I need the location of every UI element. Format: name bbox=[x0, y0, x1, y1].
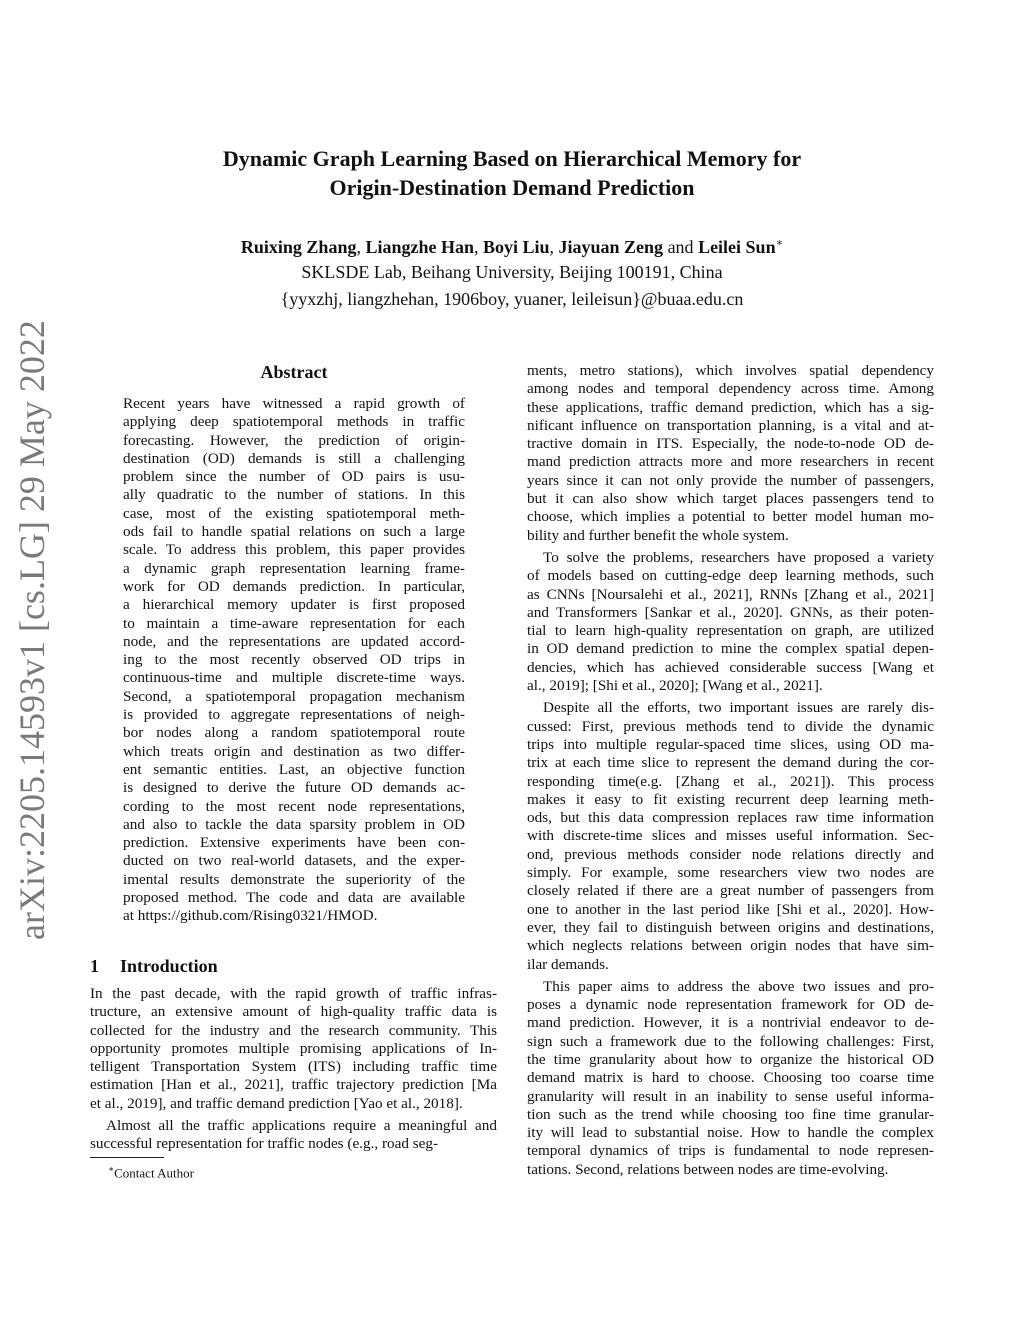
author-and: and bbox=[667, 237, 694, 257]
text-line: at https://github.com/Rising0321/HMOD. bbox=[123, 907, 378, 925]
text-line: to maintain a time-aware representation for each bbox=[123, 614, 465, 632]
author-name: Jiayuan Zeng bbox=[558, 237, 664, 257]
abstract-heading: Abstract bbox=[260, 362, 328, 382]
text-line: ity will lead to substantial noise. How to handle the complex bbox=[527, 1124, 934, 1142]
text-line: ilar demands. bbox=[527, 955, 609, 973]
text-line: poses a dynamic node representation framework for OD de- bbox=[527, 996, 934, 1014]
author-separator: , bbox=[549, 237, 555, 257]
text-line: Despite all the efforts, two important issues are rarely dis- bbox=[543, 699, 934, 717]
text-line: continuous-time and multiple discrete-time ways. bbox=[123, 669, 465, 687]
text-line: in OD demand prediction to mine the complex spatial depen- bbox=[527, 640, 934, 658]
text-line: imental results demonstrate the superiority of the bbox=[123, 870, 465, 888]
footnote-text: Contact Author bbox=[114, 1165, 194, 1181]
text-line: bor nodes along a random spatiotemporal route bbox=[123, 724, 465, 742]
text-line: tion such as the trend while choosing too fine time granular- bbox=[527, 1105, 934, 1123]
text-line: a dynamic graph representation learning frame- bbox=[123, 559, 465, 577]
text-line: ing to the most recently observed OD trips in bbox=[123, 651, 465, 669]
section-number: 1 bbox=[90, 956, 99, 976]
text-line: a hierarchical memory updater is first proposed bbox=[123, 596, 465, 614]
title-line: Origin-Destination Demand Prediction bbox=[329, 175, 695, 200]
text-line: these applications, traffic demand prediction, which has a sig- bbox=[527, 398, 934, 416]
text-line: trips into multiple regular-spaced time slices, using OD ma- bbox=[527, 735, 934, 753]
text-line: tations. Second, relations between nodes are time-evolving. bbox=[527, 1160, 889, 1178]
text-line: dencies, which has achieved considerable success [Wang et bbox=[527, 658, 934, 676]
text-line: prediction. Extensive experiments have been con- bbox=[123, 834, 465, 852]
text-line: bility and further benefit the whole system. bbox=[527, 526, 789, 544]
text-line: demand matrix is hard to choose. Choosing too coarse time bbox=[527, 1069, 934, 1087]
text-line: et al., 2019], and traffic demand prediction [Yao et al., 2018]. bbox=[90, 1094, 463, 1112]
text-line: estimation [Han et al., 2021], traffic trajectory prediction [Ma bbox=[90, 1076, 497, 1094]
text-line: telligent Transportation System (ITS) including traffic time bbox=[90, 1058, 497, 1076]
author-separator: , bbox=[356, 237, 361, 257]
text-line: This paper aims to address the above two issues and pro- bbox=[543, 977, 934, 995]
abstract-body bbox=[123, 395, 465, 926]
section-title: Introduction bbox=[120, 956, 218, 976]
text-line: and Transformers [Sankar et al., 2020]. GNNs, as their poten- bbox=[527, 603, 934, 621]
text-line: among nodes and temporal dependency across time. Among bbox=[527, 380, 934, 398]
text-line: choose, which implies a potential to better model human mo- bbox=[527, 508, 934, 526]
text-line: simply. For example, some researchers view two nodes are bbox=[527, 864, 934, 882]
text-line: tractive domain in ITS. Especially, the node-to-node OD de- bbox=[527, 435, 934, 453]
text-line: is provided to aggregate representations of neigh- bbox=[123, 706, 465, 724]
author-name: Leilei Sun bbox=[698, 237, 776, 257]
text-line: work for OD demands prediction. In particular, bbox=[123, 577, 465, 595]
text-line: ods fail to handle spatial relations on such a large bbox=[123, 523, 465, 541]
text-line: Recent years have witnessed a rapid growth of bbox=[123, 395, 465, 412]
footnote-rule bbox=[90, 1157, 164, 1158]
text-line: but it can also show which target places passengers tend to bbox=[527, 490, 934, 508]
text-line: ent semantic entities. Last, an objective function bbox=[123, 760, 465, 778]
text-line: Almost all the traffic applications require a meaningful and bbox=[106, 1117, 497, 1135]
text-line: ments, metro stations), which involves spatial dependency bbox=[527, 362, 934, 379]
footnote-mark: ∗ bbox=[108, 1164, 115, 1174]
author-name: Boyi Liu bbox=[483, 237, 550, 257]
text-line: nificant influence on transportation planning, is a vital and at- bbox=[527, 416, 934, 434]
corresponding-author-mark: ∗ bbox=[775, 237, 784, 249]
text-line: tial to learn high-quality representation on graph, are utilized bbox=[527, 622, 934, 640]
text-line: temporal dynamics of trips is fundamental to node represen- bbox=[527, 1142, 934, 1160]
text-line: years since it can not only provide the number of passengers, bbox=[527, 471, 934, 489]
footnote bbox=[108, 1160, 194, 1182]
text-line: with discrete-time slices and misses useful information. Sec- bbox=[527, 827, 934, 845]
text-line: trix at each time slice to represent the demand during the cor- bbox=[527, 754, 934, 772]
text-line: cussed: First, previous methods tend to divide the dynamic bbox=[527, 717, 934, 735]
text-line: problem since the number of OD pairs is usu- bbox=[123, 468, 465, 486]
text-line: case, most of the existing spatiotemporal meth- bbox=[123, 504, 465, 522]
text-line: applying deep spatiotemporal methods in traffic bbox=[123, 413, 465, 431]
text-line: of models based on cutting-edge deep learning methods, such bbox=[527, 567, 934, 585]
text-line: mand prediction attracts more and more researchers in recent bbox=[527, 453, 934, 471]
introduction-body bbox=[90, 985, 497, 1154]
text-line: closely related if there are a great number of passengers from bbox=[527, 882, 934, 900]
title-line: Dynamic Graph Learning Based on Hierarchical Memory for bbox=[222, 146, 802, 171]
text-line: forecasting. However, the prediction of origin- bbox=[123, 431, 465, 449]
text-line: and also to tackle the data sparsity problem in OD bbox=[123, 815, 465, 833]
text-line: sign such a framework due to the following challenges: First, bbox=[527, 1032, 934, 1050]
text-line: ally quadratic to the number of stations. In this bbox=[123, 486, 465, 504]
text-line: In the past decade, with the rapid growth of traffic infras- bbox=[90, 985, 497, 1002]
right-column-body bbox=[527, 362, 934, 1179]
text-line: is designed to derive the future OD demands ac- bbox=[123, 779, 465, 797]
arxiv-identifier: arXiv:2205.14593v1 [cs.LG] 29 May 2022 bbox=[12, 320, 52, 940]
text-line: scale. To address this problem, this paper provides bbox=[123, 541, 465, 559]
author-name: Liangzhe Han bbox=[365, 237, 474, 257]
text-line: To solve the problems, researchers have proposed a variety bbox=[543, 548, 934, 566]
text-line: collected for the industry and the research community. This bbox=[90, 1021, 497, 1039]
text-line: ods, but this data compression replaces raw time information bbox=[527, 809, 934, 827]
text-line: al., 2019]; [Shi et al., 2020]; [Wang et al., 2021]. bbox=[527, 677, 823, 695]
text-line: Second, a spatiotemporal propagation mechanism bbox=[123, 687, 465, 705]
text-line: which neglects relations between origin nodes that have sim- bbox=[527, 937, 934, 955]
text-line: ever, they fail to distinguish between origins and destinations, bbox=[527, 918, 934, 936]
author-list bbox=[120, 230, 904, 260]
text-line: proposed method. The code and data are available bbox=[123, 889, 465, 907]
author-separator: , bbox=[474, 237, 479, 257]
text-line: destination (OD) demands is still a challenging bbox=[123, 449, 465, 467]
text-line: tructure, an extensive amount of high-quality traffic data is bbox=[90, 1003, 497, 1021]
text-line: cording to the most recent node representations, bbox=[123, 797, 465, 815]
text-line: responding time(e.g. [Zhang et al., 2021]). This process bbox=[527, 772, 934, 790]
text-line: opportunity promotes multiple promising applications of In- bbox=[90, 1039, 497, 1057]
text-line: node, and the representations are updated accord- bbox=[123, 632, 465, 650]
author-name: Ruixing Zhang bbox=[240, 237, 357, 257]
text-line: as CNNs [Noursalehi et al., 2021], RNNs [Zhang et al., 2021] bbox=[527, 585, 934, 603]
text-line: ducted on two real-world datasets, and the exper- bbox=[123, 852, 465, 870]
text-line: one to another in the last period like [Shi et al., 2020]. How- bbox=[527, 900, 934, 918]
text-line: ond, previous methods consider node relations directly and bbox=[527, 845, 934, 863]
section-heading bbox=[90, 954, 218, 978]
paper-title bbox=[150, 144, 874, 202]
text-line: the time granularity about how to organize the historical OD bbox=[527, 1050, 934, 1068]
text-line: granularity will result in an inability to sense useful informa- bbox=[527, 1087, 934, 1105]
affiliation: SKLSDE Lab, Beihang University, Beijing 100191, China bbox=[301, 262, 723, 282]
text-line: mand prediction. However, it is a nontrivial endeavor to de- bbox=[527, 1014, 934, 1032]
text-line: which treats origin and destination as two differ- bbox=[123, 742, 465, 760]
text-line: successful representation for traffic nodes (e.g., road seg- bbox=[90, 1135, 439, 1153]
author-emails: {yyxzhj, liangzhehan, 1906boy, yuaner, leileisun}@buaa.edu.cn bbox=[280, 289, 744, 309]
text-line: makes it easy to fit existing recurrent deep learning meth- bbox=[527, 790, 934, 808]
